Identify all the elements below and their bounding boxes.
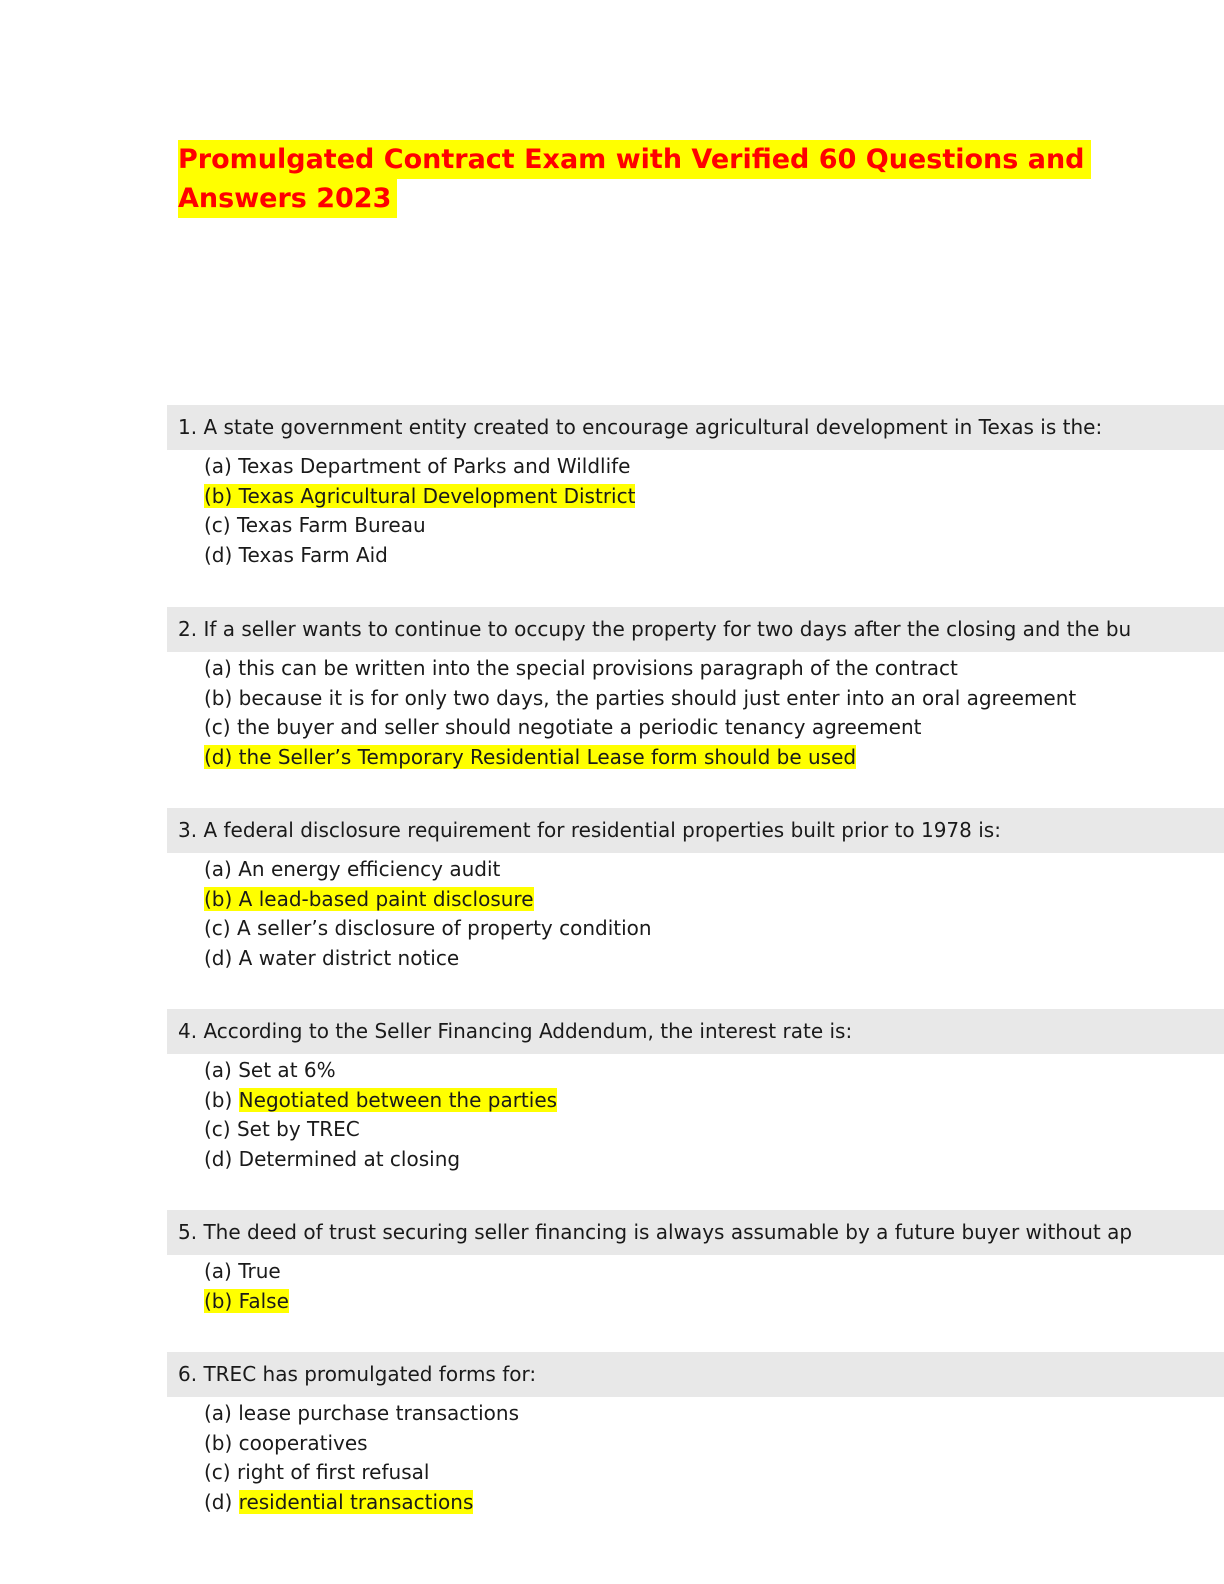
answer-option-b: [204, 684, 1224, 714]
option-text: this can be written into the special provisions paragraph of the contract: [238, 656, 958, 680]
answer-option-c: [204, 713, 1224, 743]
answer-option-c: [204, 1115, 1224, 1145]
question-5: [167, 1210, 1224, 1316]
question-stem: 4. According to the Seller Financing Addendum, the interest rate is:: [167, 1009, 1224, 1054]
question-stem: 6. TREC has promulgated forms for:: [167, 1352, 1224, 1397]
correct-answer-highlight: [204, 745, 856, 769]
option-label: (a): [204, 1401, 232, 1425]
option-text: A seller’s disclosure of property condition: [236, 916, 652, 940]
document-title: [178, 140, 1138, 218]
title-line-2: Answers 2023: [178, 179, 397, 218]
option-text: the Seller’s Temporary Residential Lease form should be used: [238, 744, 857, 769]
option-label: (d): [204, 1489, 233, 1514]
option-text: Set at 6%: [238, 1058, 336, 1082]
option-label: (a): [204, 857, 232, 881]
option-label: (b): [204, 1430, 233, 1455]
answer-option-a: [204, 1257, 1224, 1287]
answer-option-b: [204, 885, 1224, 915]
correct-answer-highlight: [204, 1289, 289, 1313]
option-text: right of first refusal: [236, 1460, 430, 1484]
option-label: (b): [204, 1087, 233, 1112]
question-stem: 2. If a seller wants to continue to occupy the property for two days after the closing and the bu: [167, 607, 1224, 652]
option-label: (a): [204, 1259, 232, 1283]
option-label: (c): [204, 1117, 231, 1141]
option-label: (b): [204, 685, 233, 710]
question-stem: 5. The deed of trust securing seller financing is always assumable by a future buyer without ap: [167, 1210, 1224, 1255]
question-1: [167, 405, 1224, 570]
answer-option-d: [204, 743, 1224, 773]
option-label: (c): [204, 715, 231, 739]
option-text: because it is for only two days, the parties should just enter into an oral agreement: [238, 685, 1077, 710]
answer-options: [167, 1257, 1224, 1316]
answer-option-c: [204, 511, 1224, 541]
answer-option-b: [204, 1287, 1224, 1317]
answer-option-a: [204, 452, 1224, 482]
option-label: (b): [204, 1288, 233, 1313]
option-text: lease purchase transactions: [238, 1401, 519, 1425]
question-stem: 3. A federal disclosure requirement for residential properties built prior to 1978 is:: [167, 808, 1224, 853]
answer-option-d: [204, 541, 1224, 571]
answer-option-b: [204, 1086, 1224, 1116]
answer-options: [167, 654, 1224, 772]
answer-options: [167, 855, 1224, 973]
question-2: [167, 607, 1224, 772]
question-4: [167, 1009, 1224, 1174]
option-text: Texas Department of Parks and Wildlife: [238, 454, 631, 478]
question-3: [167, 808, 1224, 973]
option-text: True: [238, 1259, 281, 1283]
answer-option-c: [204, 1458, 1224, 1488]
question-list: [167, 405, 1224, 1542]
option-text: Texas Farm Bureau: [236, 513, 426, 537]
answer-option-c: [204, 914, 1224, 944]
option-text: Texas Farm Aid: [238, 542, 388, 567]
option-label: (c): [204, 513, 231, 537]
answer-option-b: [204, 482, 1224, 512]
answer-option-a: [204, 654, 1224, 684]
option-label: (c): [204, 1460, 231, 1484]
option-label: (b): [204, 886, 233, 911]
answer-option-a: [204, 855, 1224, 885]
option-text: False: [238, 1288, 289, 1313]
answer-option-d: [204, 1488, 1224, 1518]
option-label: (a): [204, 1058, 232, 1082]
answer-option-d: [204, 1145, 1224, 1175]
question-6: [167, 1352, 1224, 1517]
option-text: A lead-based paint disclosure: [238, 886, 534, 911]
answer-option-a: [204, 1056, 1224, 1086]
option-label: (d): [204, 1146, 233, 1171]
correct-answer-highlight: Negotiated between the parties: [238, 1087, 558, 1112]
option-label: (d): [204, 542, 233, 567]
option-label: (a): [204, 656, 232, 680]
answer-options: [167, 1399, 1224, 1517]
correct-answer-highlight: residential transactions: [238, 1489, 474, 1514]
option-label: (d): [204, 945, 233, 970]
option-text: Texas Agricultural Development District: [238, 483, 636, 508]
option-label: (d): [204, 744, 233, 769]
correct-answer-highlight: [204, 887, 534, 911]
title-line-1: Promulgated Contract Exam with Verified 60 Questions and: [178, 140, 1091, 179]
option-label: (a): [204, 454, 232, 478]
option-text: the buyer and seller should negotiate a periodic tenancy agreement: [236, 715, 922, 739]
option-label: (c): [204, 916, 231, 940]
option-text: Determined at closing: [238, 1146, 461, 1171]
option-text: A water district notice: [238, 945, 460, 970]
answer-options: [167, 1056, 1224, 1174]
answer-option-d: [204, 944, 1224, 974]
option-text: Set by TREC: [236, 1117, 360, 1141]
option-text: An energy efficiency audit: [238, 857, 501, 881]
answer-options: [167, 452, 1224, 570]
question-stem: 1. A state government entity created to encourage agricultural development in Texas is the:: [167, 405, 1224, 450]
answer-option-a: [204, 1399, 1224, 1429]
option-label: (b): [204, 483, 233, 508]
answer-option-b: [204, 1429, 1224, 1459]
correct-answer-highlight: [204, 484, 635, 508]
option-text: cooperatives: [238, 1430, 368, 1455]
